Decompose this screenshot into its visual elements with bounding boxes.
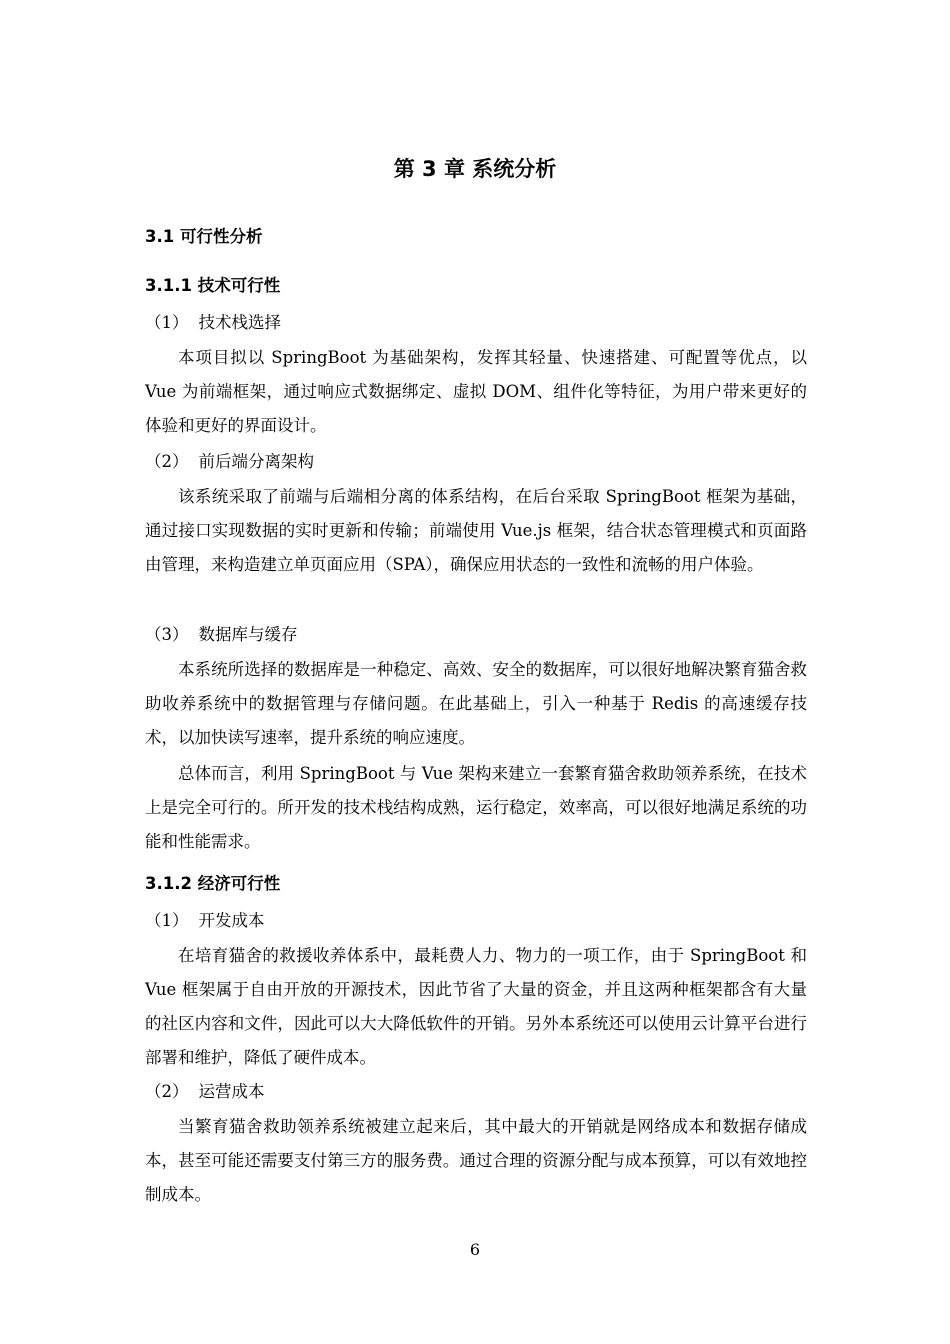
paragraph: 当繁育猫舍救助领养系统被建立起来后，其中最大的开销就是网络成本和数据存储成本，甚至可能还需要支付第三方的服务费。通过合理的资源分配与成本预算，可以有效地控制成本。	[145, 1117, 807, 1204]
paragraph: 本系统所选择的数据库是一种稳定、高效、安全的数据库，可以很好地解决繁育猫舍救助收养系统中的数据管理与存储问题。在此基础上，引入一种基于 Redis 的高速缓存技术，以加快读写速率，提升系统的响应速度。	[145, 660, 807, 747]
paragraph: 本项目拟以 SpringBoot 为基础架构，发挥其轻量、快速搭建、可配置等优点，以 Vue 为前端框架，通过响应式数据绑定、虚拟 DOM、组件化等特征，为用户带来更好的体验和更好的界面设计。	[145, 348, 807, 435]
item-label: 技术栈选择	[198, 313, 281, 332]
item-label: 开发成本	[198, 911, 265, 930]
item-number: （3）	[145, 625, 189, 644]
item-label: 运营成本	[198, 1082, 265, 1101]
item-label: 数据库与缓存	[198, 625, 298, 644]
item-label: 前后端分离架构	[198, 452, 314, 471]
item-number: （1）	[145, 313, 189, 332]
list-item-heading	[145, 621, 298, 645]
paragraph: 该系统采取了前端与后端相分离的体系结构，在后台采取 SpringBoot 框架为基础，通过接口实现数据的实时更新和传输；前端使用 Vue.js 框架，结合状态管理模式和页面路由管理，来构造建立单页面应用（SPA），确保应用状态的一致性和流畅的用户体验。	[145, 487, 807, 574]
section-heading-3-1: 3.1 可行性分析	[145, 227, 263, 246]
summary-paragraph: 总体而言，利用 SpringBoot 与 Vue 架构来建立一套繁育猫舍救助领养系统，在技术上是完全可行的。所开发的技术栈结构成熟，运行稳定，效率高，可以很好地满足系统的功能和性能需求。	[145, 764, 807, 851]
chapter-title: 第 3 章 系统分析	[393, 157, 557, 181]
list-item-heading	[145, 1078, 265, 1102]
item-number: （2）	[145, 452, 189, 471]
paragraph: 在培育猫舍的救援收养体系中，最耗费人力、物力的一项工作，由于 SpringBoot 和 Vue 框架属于自由开放的开源技术，因此节省了大量的资金，并且这两种框架都含有大量的社区内容和文件，因此可以大大降低软件的开销。另外本系统还可以使用云计算平台进行部署和维护，降低了硬件成本。	[145, 946, 807, 1067]
list-item-heading	[145, 907, 265, 931]
item-number: （1）	[145, 911, 189, 930]
section-heading-3-1-2: 3.1.2 经济可行性	[145, 874, 281, 893]
list-item-heading	[145, 309, 281, 333]
page-number: 6	[469, 1240, 481, 1259]
section-heading-3-1-1: 3.1.1 技术可行性	[145, 276, 281, 295]
list-item-heading	[145, 448, 314, 472]
item-number: （2）	[145, 1082, 189, 1101]
